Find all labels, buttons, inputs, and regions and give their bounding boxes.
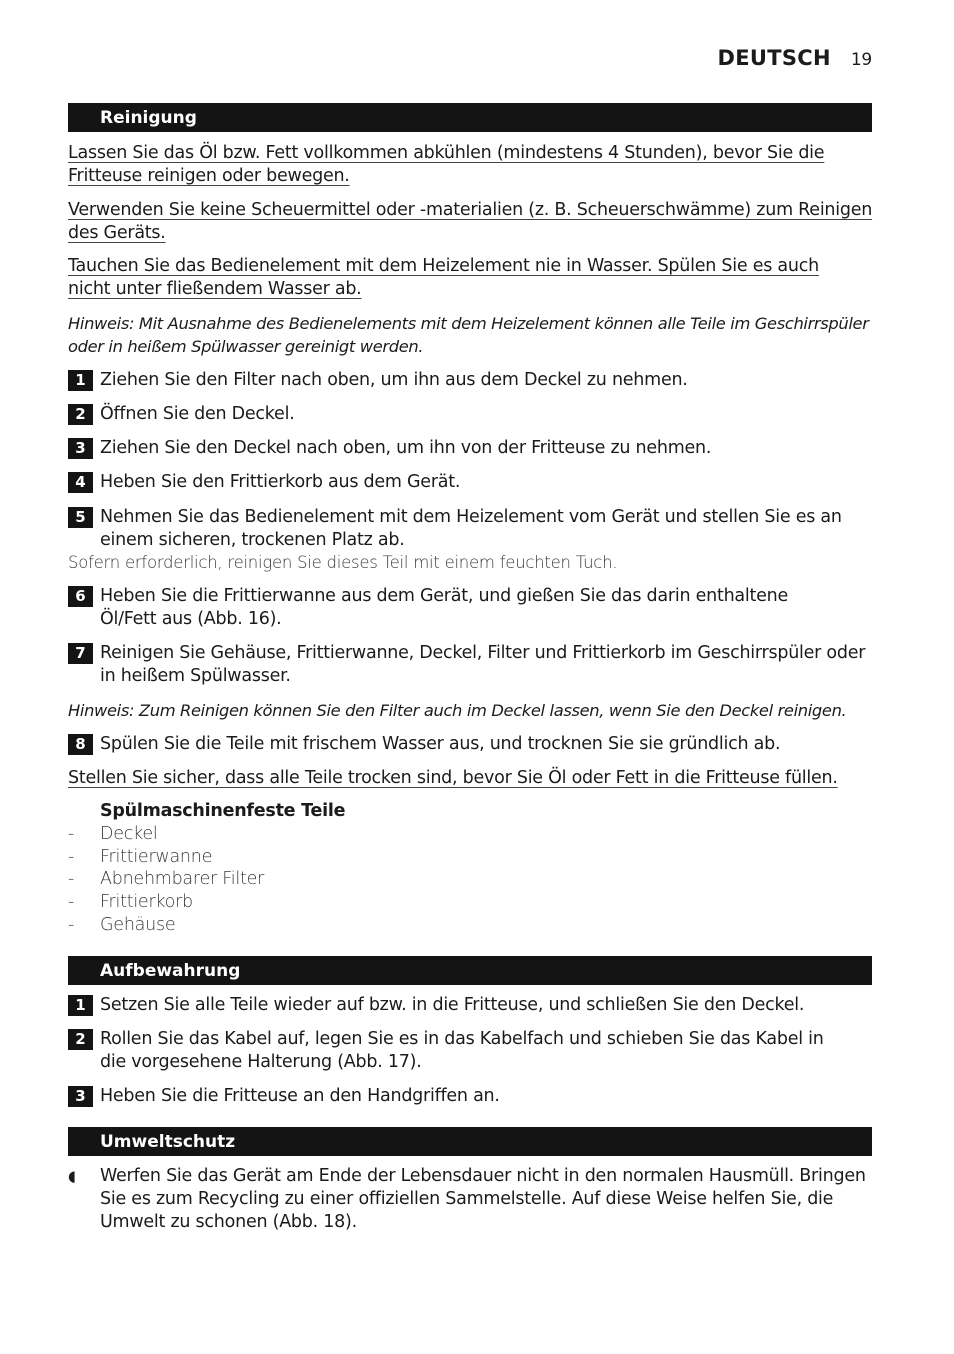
step-item [68,506,874,552]
step-number: 3 [68,438,93,459]
step-5-extra: Sofern erforderlich, reinigen Sie dieses Teil mit einem feuchten Tuch. [68,553,618,572]
step-text: Rollen Sie das Kabel auf, legen Sie es in das Kabelfach und schieben Sie das Kabel in die vorgesehene Halterung (Abb. 17). [100,1029,824,1072]
triangle-bullet-icon: ◖ [68,1167,76,1185]
cleaning-warning-4 [68,767,874,790]
step-item [68,994,874,1017]
list-item [68,823,468,846]
step-text: Setzen Sie alle Teile wieder auf bzw. in die Fritteuse, und schließen Sie den Deckel. [100,995,805,1015]
step-number: 2 [68,1029,93,1050]
step-number: 3 [68,1086,93,1107]
page-number: 19 [850,50,872,70]
step-item [68,1085,874,1108]
language-label: DEUTSCH [717,46,831,70]
step-text: Heben Sie den Frittierkorb aus dem Gerät. [100,472,461,492]
step-text: Ziehen Sie den Filter nach oben, um ihn aus dem Deckel zu nehmen. [100,370,688,390]
cleaning-warning-3 [68,255,858,301]
cleaning-note-2: Hinweis: Zum Reinigen können Sie den Filter auch im Deckel lassen, wenn Sie den Deckel reinigen. [68,701,847,720]
list-item-text: Frittierkorb [100,892,193,912]
list-item-text: Frittierwanne [100,847,213,867]
dash-marker: - [68,915,75,935]
step-text: Ziehen Sie den Deckel nach oben, um ihn von der Fritteuse zu nehmen. [100,438,712,458]
page-header [717,46,872,70]
step-item [68,642,874,688]
step-number: 8 [68,734,93,755]
bullet-text: Werfen Sie das Gerät am Ende der Lebensdauer nicht in den normalen Hausmüll. Bringen Sie es zum Recycling zu einer offiziellen Sammelstelle. Auf diese Weise helfen Sie, die Umwelt zu schonen (Abb. 18). [100,1166,866,1232]
step-text: Nehmen Sie das Bedienelement mit dem Heizelement vom Gerät und stellen Sie es an einem sicheren, trockenen Platz ab. [100,507,842,550]
step-number: 4 [68,472,93,493]
step-item [68,437,874,460]
step-item [68,369,874,392]
step-number: 7 [68,643,93,664]
cleaning-note-1: Hinweis: Mit Ausnahme des Bedienelements mit dem Heizelement können alle Teile im Geschirrspüler oder in heißem Spülwasser gereinigt werden. [68,314,869,356]
step-text: Spülen Sie die Teile mit frischem Wasser aus, und trocknen Sie sie gründlich ab. [100,734,781,754]
step-text: Reinigen Sie Gehäuse, Frittierwanne, Deckel, Filter und Frittierkorb im Geschirrspüler oder in heißem Spülwasser. [100,643,866,686]
step-item [68,733,874,756]
list-item-text: Abnehmbarer Filter [100,869,265,889]
cleaning-warning-1 [68,142,874,188]
step-text: Heben Sie die Fritteuse an den Handgriffen an. [100,1086,500,1106]
step-number: 5 [68,507,93,528]
environment-bullet-item [68,1165,874,1234]
step-item [68,585,848,631]
list-item [68,868,468,891]
warning-text: Lassen Sie das Öl bzw. Fett vollkommen abkühlen (mindestens 4 Stunden), bevor Sie die Fritteuse reinigen oder bewegen. [68,143,825,186]
step-item [68,471,874,494]
section-header-environment: Umweltschutz [68,1127,872,1156]
list-item-text: Deckel [100,824,158,844]
section-header-storage: Aufbewahrung [68,956,872,985]
step-number: 2 [68,404,93,425]
step-text: Öffnen Sie den Deckel. [100,404,295,424]
step-number: 1 [68,995,93,1016]
step-number: 6 [68,586,93,607]
dash-marker: - [68,824,75,844]
list-item [68,891,468,914]
warning-text: Tauchen Sie das Bedienelement mit dem Heizelement nie in Wasser. Spülen Sie es auch nicht unter fließendem Wasser ab. [68,256,819,299]
list-item [68,914,468,937]
step-number: 1 [68,370,93,391]
step-text: Heben Sie die Frittierwanne aus dem Gerät, und gießen Sie das darin enthaltene Öl/Fett aus (Abb. 16). [100,586,788,629]
section-header-cleaning: Reinigung [68,103,872,132]
dishwasher-heading: Spülmaschinenfeste Teile [100,801,346,821]
list-item-text: Gehäuse [100,915,176,935]
step-item [68,1028,848,1074]
dash-marker: - [68,847,75,867]
dash-marker: - [68,869,75,889]
warning-text: Stellen Sie sicher, dass alle Teile trocken sind, bevor Sie Öl oder Fett in die Fritteuse füllen. [68,768,838,788]
list-item [68,846,468,869]
cleaning-warning-2 [68,199,874,245]
warning-text: Verwenden Sie keine Scheuermittel oder -materialien (z. B. Scheuerschwämme) zum Reinigen des Geräts. [68,200,873,243]
dash-marker: - [68,892,75,912]
step-item [68,403,874,426]
